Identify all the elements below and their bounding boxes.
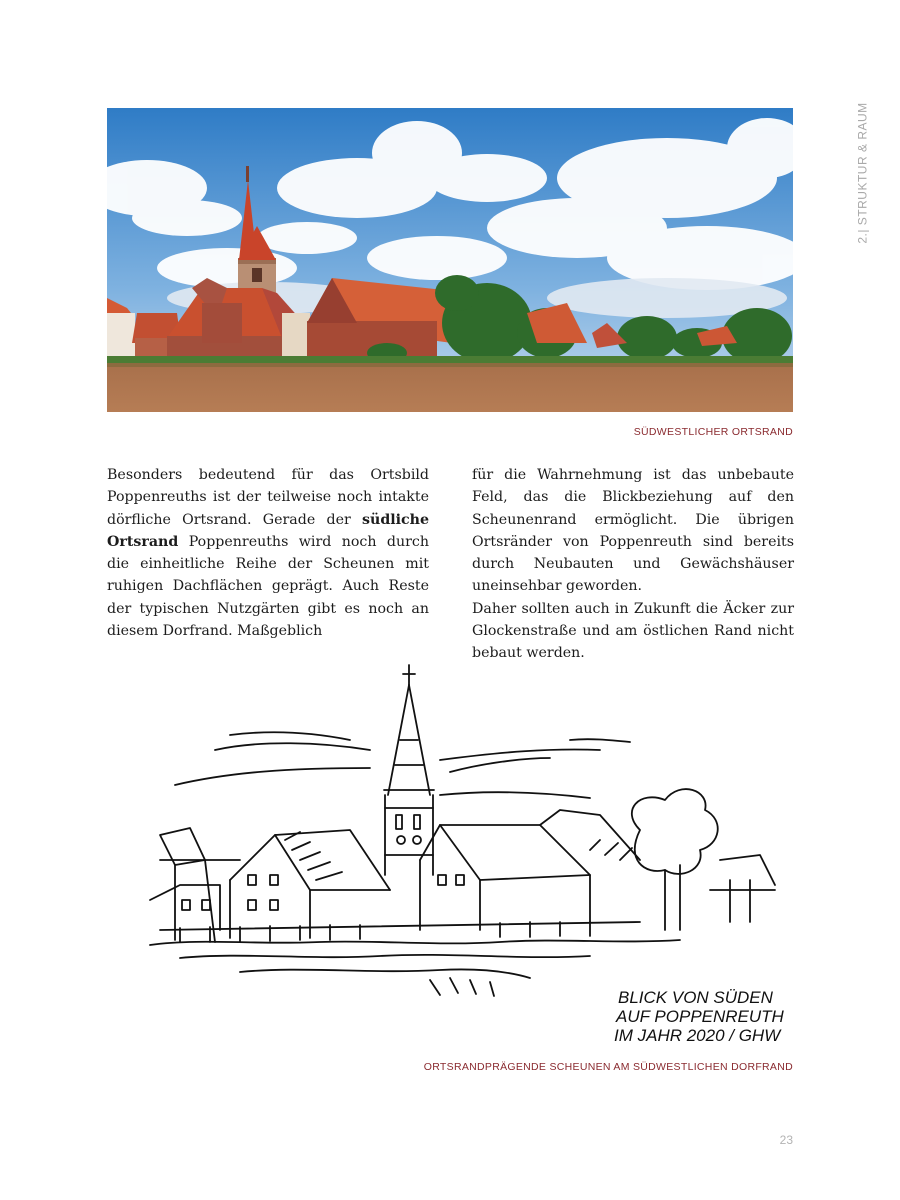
sketch-caption: ORTSRANDPRÄGENDE SCHEUNEN AM SÜDWESTLICHEN DORFRAND [423,1061,793,1073]
chapter-label: 2.| STRUKTUR & RAUM [856,102,871,244]
page-number: 23 [779,1133,793,1147]
sketch-inscription-line1: BLICK VON SÜDEN [618,988,773,1007]
photo-caption: SÜDWESTLICHER ORTSRAND [633,426,793,438]
village-photo [107,108,793,412]
text-column-right [472,464,794,665]
paragraph-text: Poppenreuths wird noch durch die einheitliche Reihe der Scheunen mit ruhigen Dachflächen geprägt. Auch Reste der typischen Nutzgärten gibt es noch an diesem Dorfrand. Maßgeblich [107,533,429,640]
bold-term: südliche Ortsrand [107,511,429,550]
paragraph-text: Besonders bedeutend für das Ortsbild Poppenreuths ist der teilweise noch intakte dörfliche Ortsrand. Gerade der [107,467,429,528]
village-sketch [120,660,800,1060]
sketch-inscription-line2: AUF POPPENREUTH [616,1007,784,1026]
text-column-left [107,464,429,642]
chapter-side-tab [848,102,878,244]
paragraph-text: für die Wahrnehmung ist das unbebaute Feld, das die Blickbeziehung auf den Scheunenrand ermöglicht. Die übrigen Ortsränder von Poppenreuth sind bereits durch Neubauten und Gewächshäuser uneinsehbar geworden. [472,467,794,595]
sketch-inscription-line3: IM JAHR 2020 / GHW [614,1026,781,1045]
paragraph-text: Daher sollten auch in Zukunft die Äcker zur Glockenstraße und am östlichen Rand nicht bebaut werden. [472,600,794,662]
